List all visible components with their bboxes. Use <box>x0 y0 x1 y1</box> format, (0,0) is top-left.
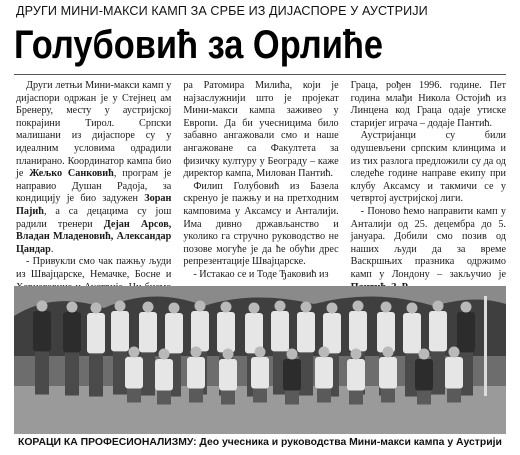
text-column-2 <box>183 80 338 285</box>
article-headline: Голубовић за Орлиће <box>14 23 383 67</box>
paragraph: Филип Голубовић из Базела скренуо је пажњу и на претходним камповима у Аксамсу и Анталији. Има дивно држављанство и уколико га стручно руководство не позове могуће је да ће обући дрес репрезентације Швајцарске. <box>183 180 339 268</box>
paragraph: - Привукли смо чак пажњу људи из Швајцарске, Немачке, Босне и <box>16 256 172 280</box>
text-run: Други летњи Мини-макси камп у дијаспори одржан је у Стејнец ам Бренеру, месту у аустријској покрајини Тирол. Српски малишани из дијаспоре су у идеалним условима одрадили планирано. Координатор кампа био је <box>16 80 172 180</box>
text-run: , а са децацима су још радили тренери <box>16 205 172 230</box>
person-name: Жељко Санковић <box>29 168 114 180</box>
paragraph: ра Ратомира Милића, који је најзаслужнији што је пројекат Мини-макси кампа заживео у Европи. Да би учесницима било забавно ангажовали смо и наше ангажоване са Факултета за физичку културу у Београду – каже директор кампа, Милован Пантић. <box>183 80 339 180</box>
text-column-3 <box>351 80 506 285</box>
paragraph <box>16 80 171 256</box>
person-name: Дејан Арсов, Владан Младеновић, Александар Цандар <box>16 218 172 255</box>
article-body <box>16 80 506 285</box>
text-run: - Поново ћемо направити камп у Анталији од 25. децембра до 5. јануара. Добили смо позив од наших људи да за време Васкршњих празника одржимо камп у Лондону – закључио је <box>350 205 506 280</box>
article-kicker: ДРУГИ МИНИ-МАКСИ КАМП ЗА СРБЕ ИЗ ДИЈАСПОРЕ У АУСТРИЈИ <box>16 4 428 18</box>
player-figure <box>63 302 81 396</box>
player-figure <box>33 301 51 395</box>
text-column-1 <box>16 80 171 285</box>
paragraph: - Истакао се и Тоде Ђаковић из <box>193 268 329 280</box>
paragraph: Аустријанци су били одушевљени српским клинцима и из тих разлога предложили су да од следеће године направе екипу при клубу Аксамсу и такмичи се у четвртој аустријској лиги. <box>350 130 506 205</box>
caption-body: Део учесника и руководства Мини-макси кампа у Аустрији <box>196 437 502 448</box>
photo-goalpost <box>484 296 487 396</box>
text-run: , програм је направио Душан Радоја, за кондицију је био задужен <box>16 168 172 205</box>
headline-divider <box>14 74 506 75</box>
paragraph <box>351 206 506 294</box>
photo-caption <box>18 437 513 448</box>
team-photo-illustration <box>14 286 506 434</box>
caption-lead: КОРАЦИ КА ПРОФЕСИОНАЛИЗМУ: <box>18 437 197 448</box>
text-run: . <box>50 243 54 255</box>
team-photo <box>14 286 506 434</box>
player-figure <box>87 303 105 397</box>
person-name: Зоран Пајић <box>16 193 172 217</box>
paragraph: Граца, рођен 1996. године. Пет година млађи Никола Остојић из Линцена код Граца одаје утиске старијег играча – додаје Пантић. <box>350 80 506 129</box>
